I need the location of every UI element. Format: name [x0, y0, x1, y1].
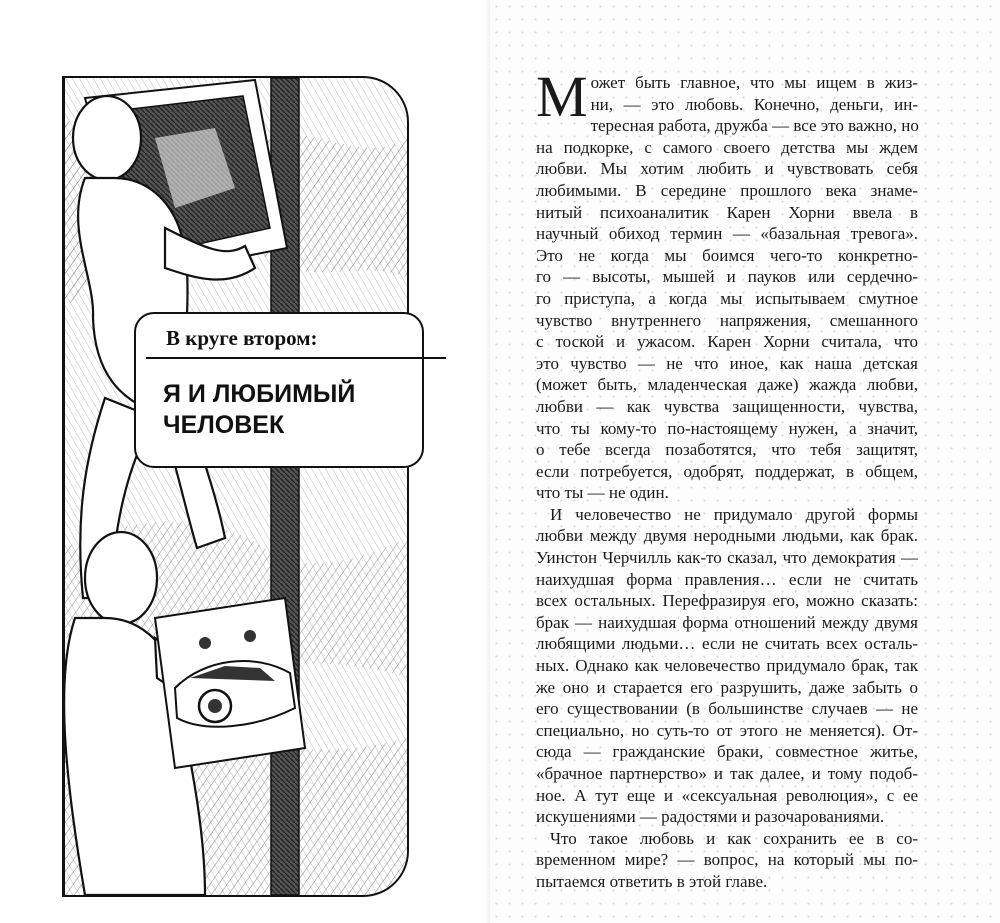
text-line: сюда — гражданские браки, совместное житье,: [536, 742, 918, 762]
text-line: это чувство — не что иное, как наша детская: [536, 353, 918, 373]
text-line: любви между двумя неродными людьми, как брак.: [536, 526, 918, 546]
text-line: го — высоты, мышей и пауков или сердечно-: [536, 267, 918, 287]
text-line: любви. Мы хотим любить и чувствовать себя: [536, 159, 918, 179]
paragraph-1: [536, 64, 919, 504]
chapter-title-text: Я И ЛЮБИМЫЙ ЧЕЛОВЕК: [163, 380, 356, 439]
text-line: на подкорке, с самого своего детства мы ждем: [536, 137, 918, 157]
text-line: го приступа, а когда мы испытываем смутное: [536, 288, 918, 308]
text-line: что ты кому-то по-настоящему нужен, а значит,: [536, 418, 918, 438]
text-line: его существовании (в большинстве случаев — не: [536, 699, 918, 719]
chapter-title: [163, 379, 413, 441]
text-line: наихудшая форма правления… если не считать: [536, 569, 918, 589]
chapter-label: В круге втором:: [166, 326, 318, 350]
text-line: (может быть, младенческая даже) жажда любви,: [536, 375, 918, 395]
text-line: если потребуется, одобрят, поддержат, в общем,: [536, 461, 918, 481]
drop-cap: М: [536, 64, 588, 129]
text-line: временном мире? — вопрос, на который мы по-: [536, 850, 918, 870]
text-line: Уинстон Черчилль как-то сказал, что демократия —: [536, 548, 918, 568]
text-line: специально, но суть-то от этого не меняется). От-: [536, 720, 918, 740]
text-line: ни, — это любовь. Конечно, деньги, ин-: [590, 94, 918, 114]
body-text: [536, 64, 919, 893]
chapter-illustration: [62, 76, 409, 897]
text-line: «брачное партнерство» и так далее, и тому подоб-: [536, 764, 918, 783]
text-line: Что такое любовь и как сохранить ее в со-: [550, 828, 918, 848]
text-line: ное. А тут еще и «сексуальная революция», с ее: [536, 785, 918, 805]
text-line: же оно и старается его разрушить, даже забыть о: [536, 677, 918, 697]
text-line: о тебе всегда позаботятся, что тебя защитят,: [536, 440, 918, 460]
chapter-divider: [146, 357, 446, 359]
text-line: чувство внутреннего напряжения, смешанного: [536, 310, 918, 330]
car-photo-icon: [155, 598, 305, 768]
text-line: пытаемся ответить в этой главе.: [536, 871, 768, 891]
text-line: Это не когда мы боимся чего-то конкретно-: [536, 245, 918, 265]
left-page: [0, 0, 490, 923]
text-line: И человечество не придумало другой формы: [550, 504, 918, 524]
paragraph-3: [536, 828, 918, 893]
text-line: ожет быть главное, что мы ищем в жиз-: [590, 73, 918, 92]
text-line: тересная работа, дружба — все это важно, но: [590, 116, 919, 136]
text-line: любящими людьми… если не считать всех осталь-: [536, 634, 918, 654]
text-line: любимыми. В середине прошлого века знаме-: [536, 180, 918, 200]
paragraph-2: [536, 504, 918, 828]
text-line: что ты — не один.: [536, 483, 669, 503]
illustration-drawing: [65, 78, 407, 895]
text-line: научный обиход термин — «базальная тревога».: [536, 224, 918, 244]
text-line: нитый психоаналитик Карен Хорни ввела в: [536, 202, 918, 222]
text-line: ных. Однако как человечество придумало брак, так: [536, 656, 918, 676]
text-line: всех остальных. Перефразируя его, можно сказать:: [536, 591, 918, 611]
text-line: брак — наихудшая форма отношений между двумя: [536, 612, 918, 632]
text-line: с тоской и ужасом. Карен Хорни считала, что: [536, 332, 918, 352]
text-line: искушениями — радостями и разочарованиями.: [536, 807, 885, 827]
text-line: любви — как чувства защищенности, чувства,: [536, 396, 918, 416]
